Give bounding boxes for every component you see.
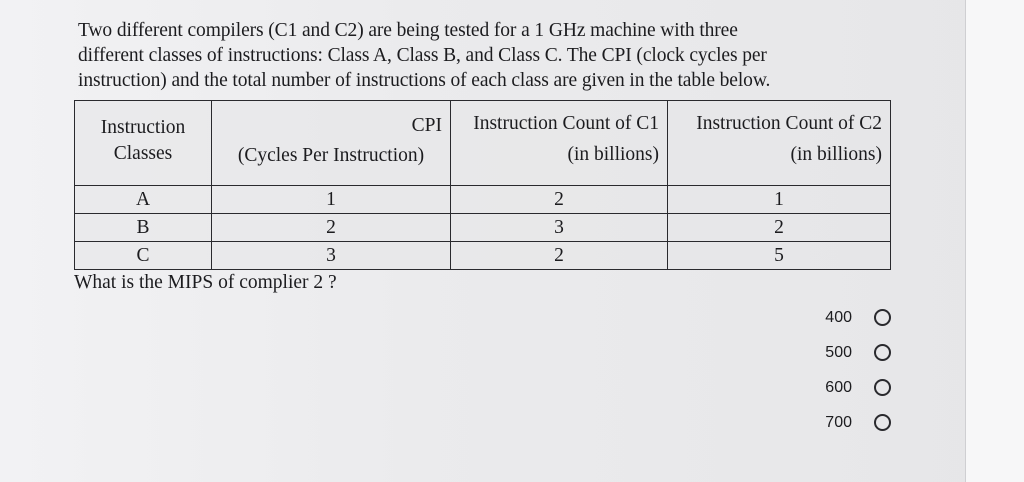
cell-class: B bbox=[75, 214, 212, 242]
cell-c2: 1 bbox=[668, 186, 891, 214]
cell-cpi: 3 bbox=[212, 242, 451, 270]
radio-icon[interactable] bbox=[874, 414, 891, 431]
cell-c2: 2 bbox=[668, 214, 891, 242]
answer-options bbox=[800, 300, 891, 440]
table-header-row bbox=[75, 101, 891, 186]
option-700[interactable] bbox=[800, 405, 891, 440]
right-margin-strip bbox=[965, 0, 1024, 482]
header-count-c1: Instruction Count of C1 (in billions) bbox=[451, 101, 668, 186]
question-line: instruction) and the total number of instructions of each class are given in the table below. bbox=[78, 70, 771, 91]
option-label: 700 bbox=[825, 413, 852, 431]
radio-icon[interactable] bbox=[874, 379, 891, 396]
cell-c1: 2 bbox=[451, 242, 668, 270]
option-label: 500 bbox=[825, 343, 852, 361]
table-row bbox=[75, 186, 891, 214]
cell-class: C bbox=[75, 242, 212, 270]
cell-cpi: 2 bbox=[212, 214, 451, 242]
option-400[interactable] bbox=[800, 300, 891, 335]
radio-icon[interactable] bbox=[874, 309, 891, 326]
header-instruction-classes: Instruction Classes bbox=[75, 101, 212, 186]
table-row bbox=[75, 242, 891, 270]
prompt-text: What is the MIPS of complier 2 ? bbox=[74, 272, 337, 293]
cell-c2: 5 bbox=[668, 242, 891, 270]
question-text bbox=[78, 18, 878, 93]
cell-cpi: 1 bbox=[212, 186, 451, 214]
option-label: 400 bbox=[825, 308, 852, 326]
option-600[interactable] bbox=[800, 370, 891, 405]
header-count-c2: Instruction Count of C2 (in billions) bbox=[668, 101, 891, 186]
question-line: different classes of instructions: Class A, Class B, and Class C. The CPI (clock cycles per bbox=[78, 45, 767, 66]
header-cpi: CPI (Cycles Per Instruction) bbox=[212, 101, 451, 186]
instruction-table bbox=[74, 100, 891, 270]
question-line: Two different compilers (C1 and C2) are being tested for a 1 GHz machine with three bbox=[78, 20, 738, 41]
table-row bbox=[75, 214, 891, 242]
cell-c1: 3 bbox=[451, 214, 668, 242]
radio-icon[interactable] bbox=[874, 344, 891, 361]
cell-class: A bbox=[75, 186, 212, 214]
option-500[interactable] bbox=[800, 335, 891, 370]
option-label: 600 bbox=[825, 378, 852, 396]
cell-c1: 2 bbox=[451, 186, 668, 214]
